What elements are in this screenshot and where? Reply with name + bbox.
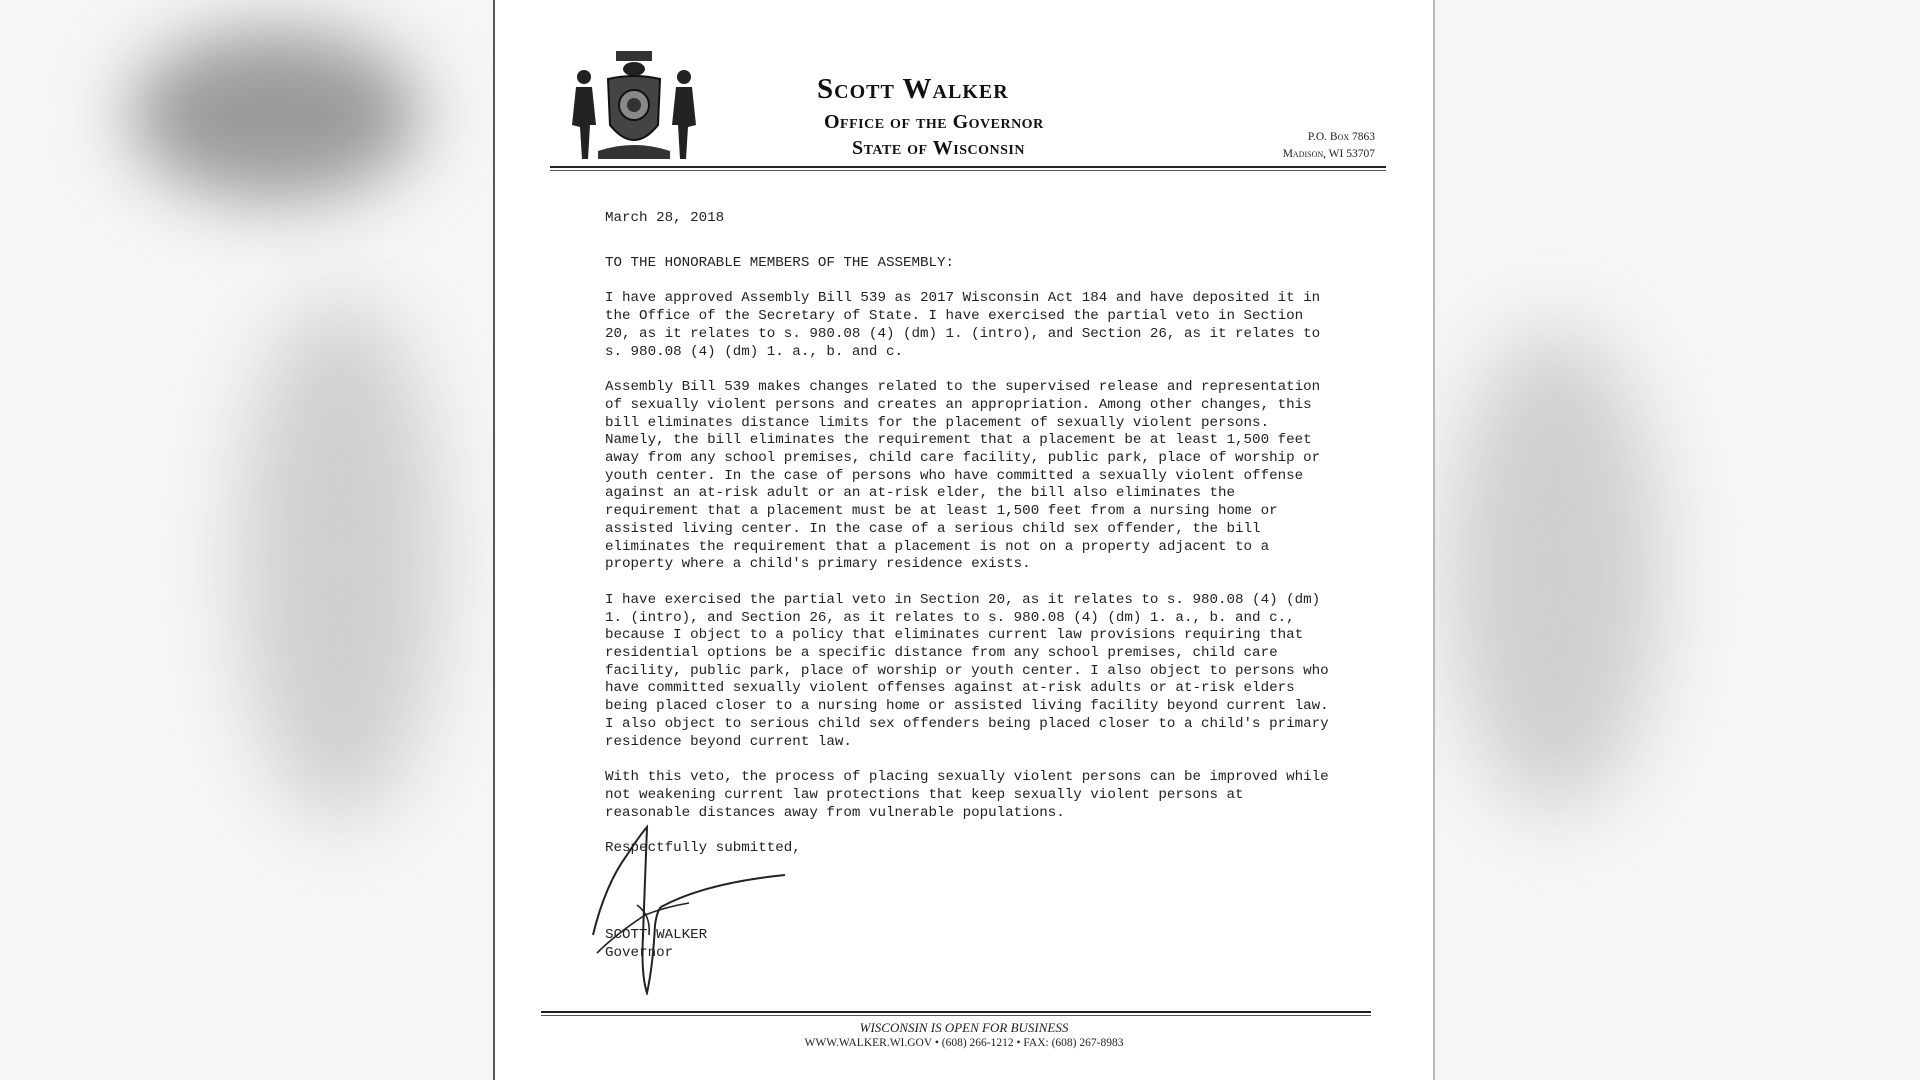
city-zip: Madison, WI 53707 bbox=[1282, 148, 1375, 160]
signer-title: Governor bbox=[605, 944, 674, 961]
letterhead-name: Scott Walker bbox=[817, 73, 1009, 105]
footer-contact: WWW.WALKER.WI.GOV • (608) 266-1212 • FAX: (608) 267-8983 bbox=[804, 1037, 1124, 1049]
background-blur-left-top bbox=[130, 30, 420, 200]
letter-closing: Respectfully submitted, bbox=[605, 840, 801, 857]
letterhead-state: State of Wisconsin bbox=[852, 137, 1025, 159]
background-blur-left bbox=[240, 300, 440, 820]
paragraph-veto-reason: I have exercised the partial veto in Section 20, as it relates to s. 980.08 (4) (dm) 1. (intro), and Section 26, as it relates to s. 980.08 (4) (dm) 1. a., b. and c., because I object to a policy that eliminates current law provisions requiring that residential options be a specific distance from any school premises, child care facility, public park, place of worship or youth center. I also object to persons who have committed sexually violent offenses against at-risk adults or at-risk elders being placed closer to a nursing home or assisted living facility beyond current law. I also object to serious child sex offenders being placed closer to a child's primary residence beyond current law. bbox=[605, 591, 1329, 750]
footer-motto: WISCONSIN IS OPEN FOR BUSINESS bbox=[859, 1020, 1069, 1035]
header-rule-thin bbox=[550, 170, 1386, 171]
footer-rule-thin bbox=[541, 1015, 1371, 1016]
handwritten-signature bbox=[585, 815, 845, 995]
background-blur-right bbox=[1450, 330, 1660, 810]
letter-date: March 28, 2018 bbox=[605, 210, 725, 226]
letterhead-office: Office of the Governor bbox=[824, 111, 1044, 133]
po-box: P.O. Box 7863 bbox=[1307, 131, 1375, 143]
letter-salutation: TO THE HONORABLE MEMBERS OF THE ASSEMBLY: bbox=[605, 254, 955, 271]
signer-name: SCOTT WALKER bbox=[605, 927, 708, 944]
paragraph-bill-summary: Assembly Bill 539 makes changes related to the supervised release and representation of sexually violent persons and creates an appropriation. Among other changes, this bill eliminates distance limits for the placement of sexually violent persons. Namely, the bill eliminates the requirement that a placement be at least 1,500 feet away from any school premises, child care facility, public park, place of worship or youth center. In the case of persons who have committed a sexually violent offense against an at-risk adult or an at-risk elder, the bill also eliminates the requirement that a placement must be at least 1,500 feet from a nursing home or assisted living center. In the case of a serious child sex offender, the bill eliminates the requirement that a placement is not on a property adjacent to a property where a child's primary residence exists. bbox=[605, 379, 1321, 573]
footer-rule bbox=[541, 1011, 1371, 1013]
paragraph-conclusion: With this veto, the process of placing sexually violent persons can be improved while not weakening current law protections that keep sexually violent persons at reasonable distances away from vulnerable populations. bbox=[605, 769, 1329, 821]
letterhead-address bbox=[1283, 129, 1375, 163]
letter-page bbox=[493, 0, 1435, 1080]
paragraph-approval: I have approved Assembly Bill 539 as 2017 Wisconsin Act 184 and have deposited it in the Office of the Secretary of State. I have exercised the partial veto in Section 20, as it relates to s. 980.08 (4) (dm) 1. (intro), and Section 26, as it relates to s. 980.08 (4) (dm) 1. a., b. and c. bbox=[605, 290, 1321, 360]
wisconsin-state-seal-icon bbox=[558, 47, 708, 165]
header-rule bbox=[550, 166, 1386, 168]
